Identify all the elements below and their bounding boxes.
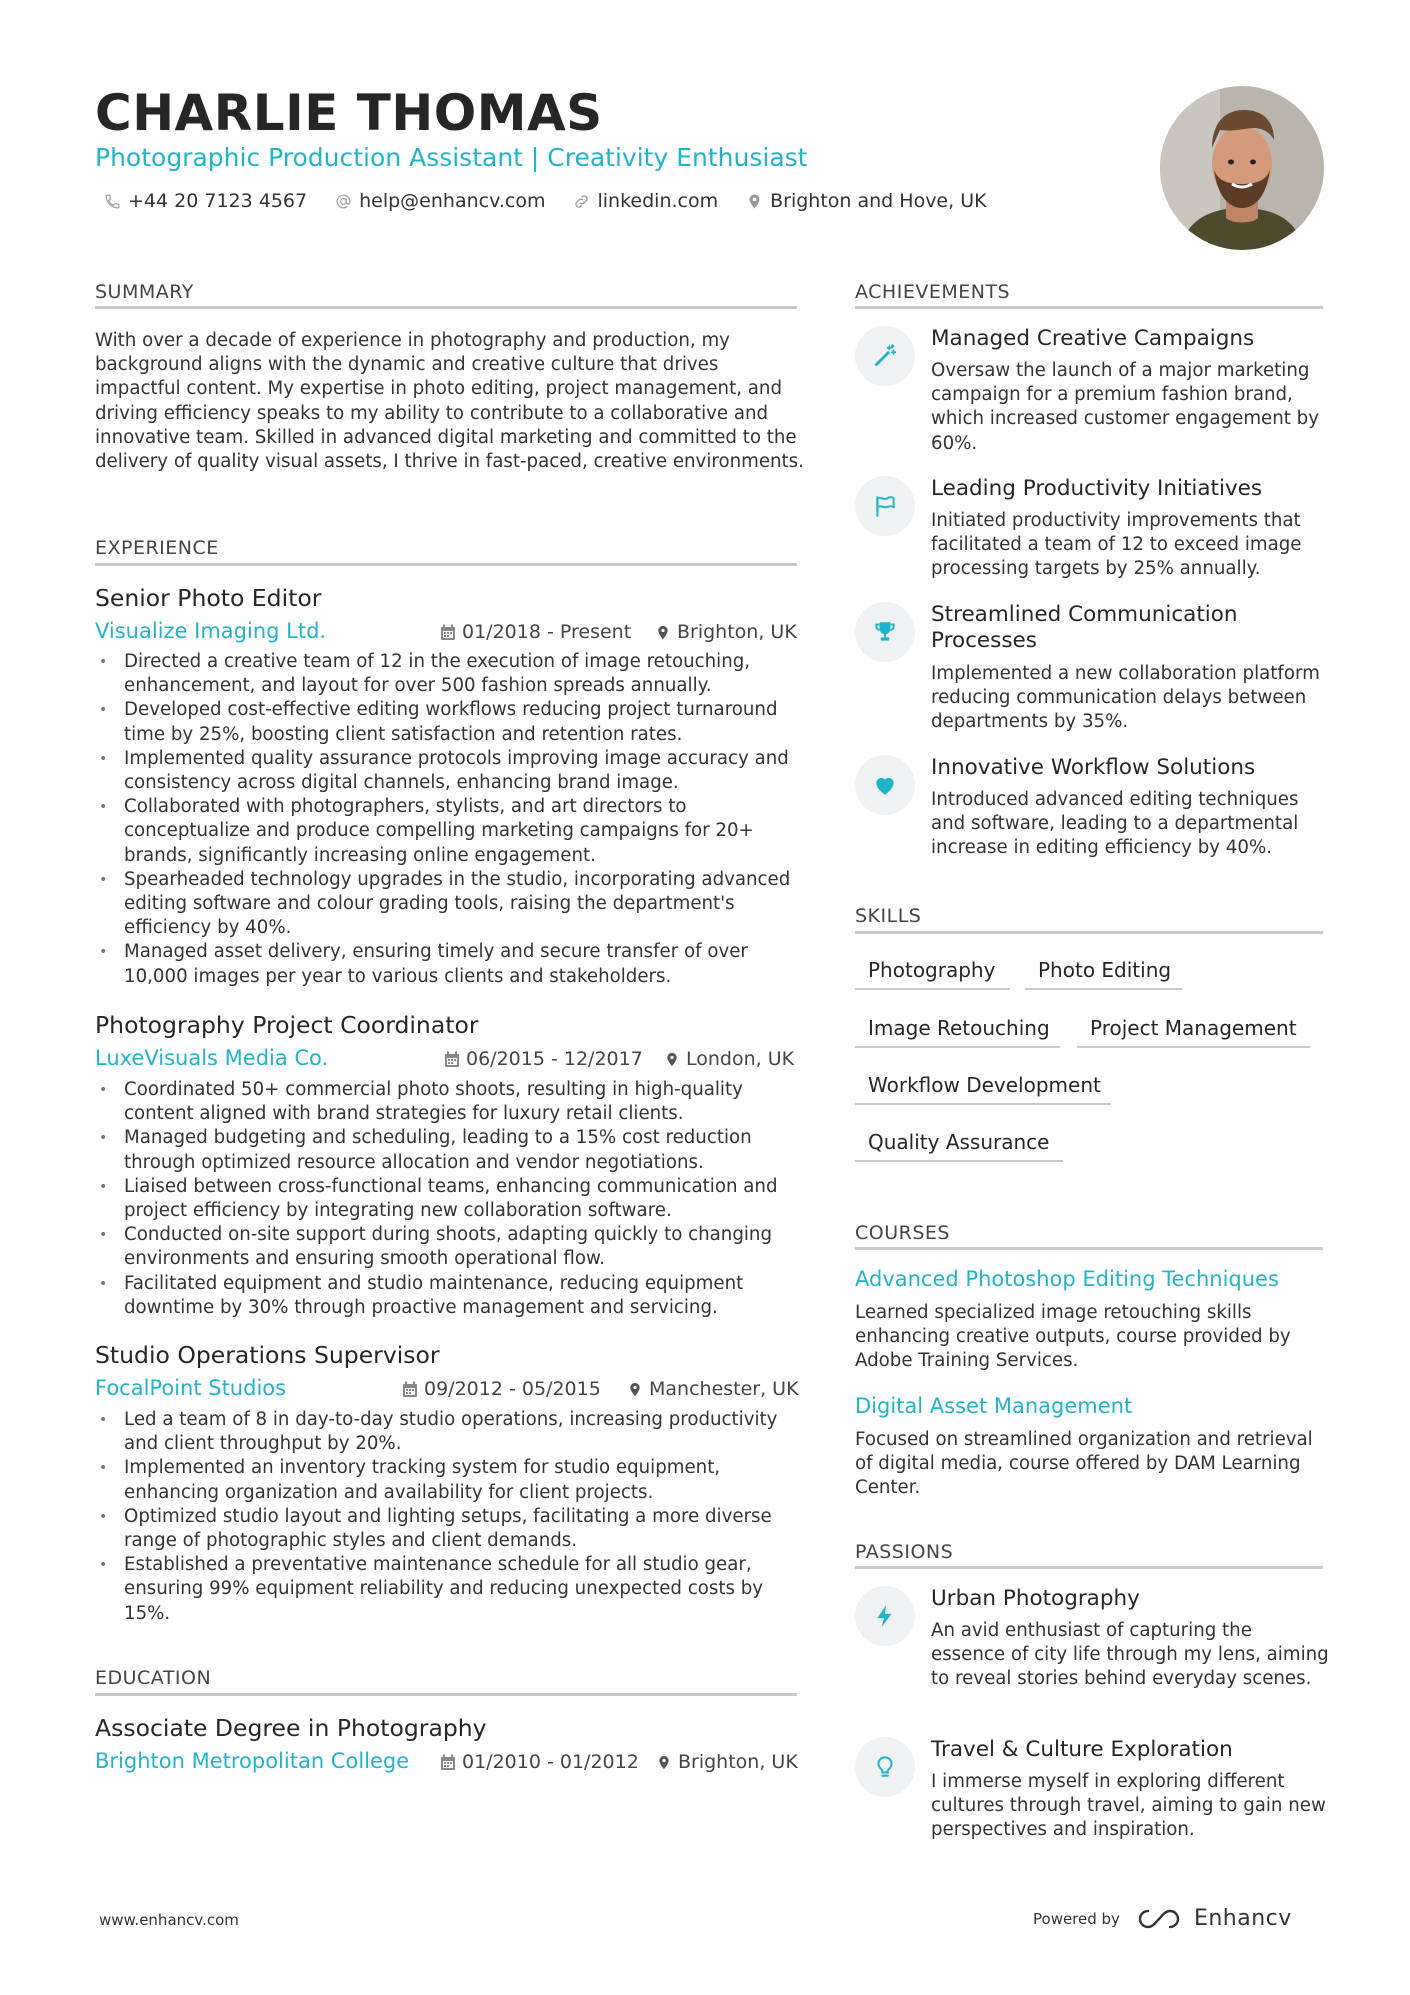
job-company: Visualize Imaging Ltd.: [95, 619, 327, 643]
education-dates-text: 01/2010 - 01/2012: [462, 1751, 639, 1773]
achievements-heading: ACHIEVEMENTS: [855, 281, 1011, 303]
achievement-desc: Initiated productivity improvements that facilitated a team of 12 to exceed image processing targets by 25% annually.: [931, 510, 1302, 580]
education-dates: [440, 1751, 639, 1773]
contact-email[interactable]: [335, 190, 545, 212]
course-desc: Focused on streamlined organization and retrieval of digital media, course offered by DAM Learning Center.: [855, 1429, 1313, 1499]
skill-underline: [855, 1046, 1060, 1048]
achievement-desc: Introduced advanced editing techniques and software, leading to a departmental increase in editing efficiency by 40%.: [931, 789, 1299, 859]
achievements-rule: [855, 306, 1323, 309]
list-item: • Established a preventative maintenance schedule for all studio gear, ensuring 99% equipment reliability and reducing unexpected costs by 15%.: [95, 1553, 805, 1626]
list-item: • Led a team of 8 in day-to-day studio operations, increasing productivity and client throughput by 20%.: [95, 1408, 805, 1456]
contact-bar: [104, 190, 987, 212]
location-pin-icon: [746, 193, 763, 210]
skill-underline: [855, 1103, 1111, 1105]
achievement-title: Managed Creative Campaigns: [931, 326, 1255, 351]
passion-title: Urban Photography: [931, 1586, 1140, 1611]
course-desc: Learned specialized image retouching skills enhancing creative outputs, course provided by Adobe Training Services.: [855, 1302, 1291, 1372]
achievement-icon-badge: [855, 755, 915, 815]
skill-tag: Photo Editing: [1038, 958, 1172, 982]
job-location: [664, 1048, 794, 1070]
experience-rule: [95, 563, 797, 566]
job-location-text: Manchester, UK: [649, 1378, 799, 1400]
passion-icon-badge: [855, 1586, 915, 1646]
job-dates-text: 09/2012 - 05/2015: [424, 1378, 601, 1400]
course-title: Advanced Photoshop Editing Techniques: [855, 1267, 1279, 1291]
enhancv-brand[interactable]: Enhancv: [1193, 1906, 1292, 1931]
list-item: • Managed asset delivery, ensuring timely and secure transfer of over 10,000 images per year to various clients and stakeholders.: [95, 940, 805, 988]
list-item: • Coordinated 50+ commercial photo shoots, resulting in high-quality content aligned with brand strategies for luxury retail clients.: [95, 1078, 805, 1126]
job-dates: [444, 1048, 643, 1070]
footer-website[interactable]: www.enhancv.com: [99, 1911, 239, 1929]
list-item: • Implemented quality assurance protocols improving image accuracy and consistency across digital channels, enhancing brand image.: [95, 747, 805, 795]
summary-text: With over a decade of experience in photography and production, my background aligns with the dynamic and creative culture that drives impactful content. My expertise in photo editing, project management, and driving efficiency speaks to my ability to contribute to a collaborative and innovative team. Skilled in advanced digital marketing and committed to the delivery of quality visual assets, I thrive in fast-paced, creative environments.: [95, 330, 804, 473]
job-location: [655, 621, 797, 643]
skill-tag: Image Retouching: [868, 1016, 1050, 1040]
lightbulb-icon: [872, 1754, 898, 1780]
job-dates: [402, 1378, 601, 1400]
contact-phone[interactable]: [104, 190, 307, 212]
passions-heading: PASSIONS: [855, 1541, 954, 1563]
location-pin-icon: [656, 1754, 672, 1771]
summary-heading: SUMMARY: [95, 281, 194, 303]
location-pin-icon: [655, 624, 671, 641]
contact-phone-text: +44 20 7123 4567: [128, 190, 308, 212]
calendar-icon: [440, 1754, 456, 1771]
link-icon: [573, 193, 590, 210]
contact-location-text: Brighton and Hove, UK: [770, 190, 987, 212]
lightning-icon: [872, 1603, 898, 1629]
job-location-text: Brighton, UK: [677, 621, 797, 643]
calendar-icon: [444, 1051, 460, 1068]
profile-photo: [1160, 86, 1324, 250]
list-item: • Optimized studio layout and lighting setups, facilitating a more diverse range of photographic styles and client demands.: [95, 1505, 805, 1553]
achievement-title: Leading Productivity Initiatives: [931, 476, 1263, 501]
courses-rule: [855, 1247, 1323, 1250]
calendar-icon: [440, 624, 456, 641]
education-location-text: Brighton, UK: [678, 1751, 798, 1773]
contact-linkedin[interactable]: [573, 190, 718, 212]
job-dates-text: 01/2018 - Present: [462, 621, 632, 643]
skill-tag: Project Management: [1090, 1016, 1297, 1040]
list-item: • Collaborated with photographers, stylists, and art directors to conceptualize and produce compelling marketing campaigns for 20+ brands, significantly increasing online engagement.: [95, 795, 805, 868]
education-heading: EDUCATION: [95, 1667, 212, 1689]
candidate-tagline: Photographic Production Assistant | Creativity Enthusiast: [95, 143, 808, 172]
skill-tag: Photography: [868, 958, 996, 982]
education-rule: [95, 1693, 797, 1696]
job-bullets: [95, 1408, 805, 1626]
contact-location: [746, 190, 986, 212]
list-item: • Managed budgeting and scheduling, leading to a 15% cost reduction through optimized resource allocation and vendor negotiations.: [95, 1126, 805, 1174]
achievement-icon-badge: [855, 476, 915, 536]
achievement-title: Streamlined Communication Processes: [931, 602, 1238, 653]
job-bullets: [95, 1078, 805, 1320]
job-title: Studio Operations Supervisor: [95, 1341, 440, 1369]
skills-heading: SKILLS: [855, 905, 922, 927]
calendar-icon: [402, 1381, 418, 1398]
school-name: Brighton Metropolitan College: [95, 1749, 410, 1773]
degree-title: Associate Degree in Photography: [95, 1714, 487, 1742]
skill-underline: [1025, 988, 1182, 990]
course-title: Digital Asset Management: [855, 1394, 1133, 1418]
achievement-desc: Oversaw the launch of a major marketing campaign for a premium fashion brand, which increased customer engagement by 60%.: [931, 360, 1319, 454]
heart-icon: [872, 772, 898, 798]
passion-title: Travel & Culture Exploration: [931, 1737, 1233, 1762]
achievement-icon-badge: [855, 326, 915, 386]
job-dates-text: 06/2015 - 12/2017: [466, 1048, 643, 1070]
powered-by-label: Powered by: [1033, 1909, 1120, 1928]
contact-linkedin-text: linkedin.com: [597, 190, 719, 212]
passions-rule: [855, 1566, 1323, 1569]
trophy-icon: [872, 619, 898, 645]
list-item: • Spearheaded technology upgrades in the studio, incorporating advanced editing software and colour grading tools, raising the department's efficiency by 40%.: [95, 868, 805, 941]
location-pin-icon: [664, 1051, 680, 1068]
passion-icon-badge: [855, 1737, 915, 1797]
job-location: [627, 1378, 799, 1400]
achievement-title: Innovative Workflow Solutions: [931, 755, 1256, 780]
experience-heading: EXPERIENCE: [95, 537, 219, 559]
location-pin-icon: [627, 1381, 643, 1398]
courses-heading: COURSES: [855, 1222, 950, 1244]
skill-underline: [855, 1160, 1063, 1162]
phone-icon: [104, 193, 121, 210]
flag-icon: [872, 493, 898, 519]
job-title: Senior Photo Editor: [95, 584, 322, 612]
skill-underline: [1077, 1046, 1310, 1048]
list-item: • Developed cost-effective editing workflows reducing project turnaround time by 25%, boosting client satisfaction and retention rates.: [95, 698, 805, 746]
job-bullets: [95, 650, 805, 989]
job-company: LuxeVisuals Media Co.: [95, 1046, 329, 1070]
candidate-name: CHARLIE THOMAS: [95, 84, 603, 142]
magic-wand-icon: [872, 343, 898, 369]
skill-tag: Quality Assurance: [868, 1130, 1050, 1154]
footer-powered-by: [1033, 1906, 1292, 1931]
list-item: • Directed a creative team of 12 in the execution of image retouching, enhancement, and layout for over 500 fashion spreads annually.: [95, 650, 805, 698]
list-item: • Facilitated equipment and studio maintenance, reducing equipment downtime by 30% through proactive management and servicing.: [95, 1272, 805, 1320]
contact-email-text: help@enhancv.com: [359, 190, 546, 212]
passion-desc: I immerse myself in exploring different cultures through travel, aiming to gain new perspectives and inspiration.: [931, 1771, 1326, 1841]
achievement-desc: Implemented a new collaboration platform reducing communication delays between departments by 35%.: [931, 663, 1320, 733]
skills-rule: [855, 931, 1323, 934]
achievement-icon-badge: [855, 602, 915, 662]
summary-rule: [95, 306, 797, 309]
education-location: [656, 1751, 798, 1773]
job-company: FocalPoint Studios: [95, 1376, 287, 1400]
job-dates: [440, 621, 631, 643]
job-title: Photography Project Coordinator: [95, 1011, 479, 1039]
enhancv-logo-icon: [1134, 1907, 1180, 1931]
job-location-text: London, UK: [686, 1048, 795, 1070]
list-item: • Implemented an inventory tracking system for studio equipment, enhancing organization and availability for client projects.: [95, 1456, 805, 1504]
list-item: • Conducted on-site support during shoots, adapting quickly to changing environments and ensuring smooth operational flow.: [95, 1223, 805, 1271]
skill-underline: [855, 988, 1010, 990]
passion-desc: An avid enthusiast of capturing the essence of city life through my lens, aiming to reveal stories behind everyday scenes.: [931, 1620, 1329, 1690]
at-icon: [335, 193, 352, 210]
list-item: • Liaised between cross-functional teams, enhancing communication and project efficiency by integrating new collaboration software.: [95, 1175, 805, 1223]
skill-tag: Workflow Development: [868, 1073, 1101, 1097]
avatar-illustration: [1160, 86, 1324, 250]
